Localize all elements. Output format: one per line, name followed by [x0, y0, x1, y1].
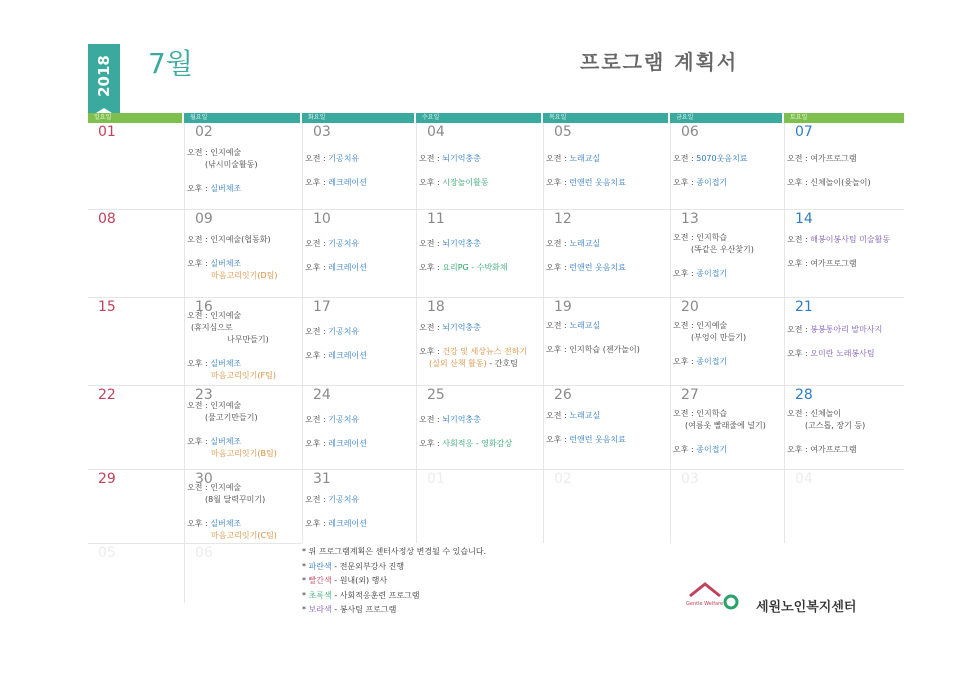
day-cell: [302, 123, 416, 209]
event-morning: 오전 : 인지예술: [187, 311, 242, 320]
event-morning: 오전 : 인지예술: [187, 401, 242, 410]
day-cell: [416, 209, 543, 297]
date-number: 05: [554, 124, 572, 140]
day-cell: [302, 209, 416, 297]
day-cell: [670, 123, 784, 209]
date-number: 09: [195, 211, 213, 227]
day-cell: [670, 385, 784, 469]
event-morning: 오전 : 기공치유: [305, 239, 360, 248]
event-detail: (실외 산책 활동) - 간호팀: [429, 359, 518, 368]
event-morning: 오전 : 봉봉통아리 발마사지: [787, 325, 883, 334]
event-afternoon: 오후 : 런앤런 웃음치료: [546, 263, 626, 272]
date-number: 05: [98, 545, 116, 561]
event-morning: 오전 : 기공치유: [305, 415, 360, 424]
day-cell: [784, 469, 904, 543]
day-cell: [416, 297, 543, 385]
event-morning: 오전 : 기공치유: [305, 154, 360, 163]
date-number: 18: [427, 299, 445, 315]
weekday-header-mon: 월요일: [184, 113, 300, 123]
day-cell: [184, 209, 302, 297]
event-morning: 오전 : 노래교실: [546, 321, 601, 330]
weekday-header-sun: 일요일: [88, 113, 182, 123]
event-detail: (휴지심으로: [191, 323, 233, 332]
weekday-header-wed: 수요일: [416, 113, 541, 123]
date-number: 19: [554, 299, 572, 315]
event-detail: (낚시미술활동): [205, 160, 258, 169]
weekday-header-thu: 목요일: [543, 113, 668, 123]
event-afternoon: 오후 : 여가프로그램: [787, 259, 857, 268]
day-cell: [416, 123, 543, 209]
day-cell: [670, 469, 784, 543]
day-cell: [543, 123, 670, 209]
svg-text:Gentle Welfare: Gentle Welfare: [686, 601, 724, 607]
note-line: * 빨간색 - 원내(외) 행사: [302, 576, 388, 585]
event-morning: 오전 : 뇌기억충총: [419, 239, 481, 248]
date-number: 04: [795, 471, 813, 487]
event-morning: 오전 : 인지학습: [673, 409, 728, 418]
legend-notes: [302, 545, 486, 618]
document-title: 프로그램 계획서: [580, 50, 739, 74]
event-afternoon: 오후 : 레크레이션: [305, 519, 367, 528]
event-morning: 오전 : 노래교실: [546, 239, 601, 248]
date-number: 25: [427, 387, 445, 403]
date-number: 03: [313, 124, 331, 140]
year-ribbon: [88, 44, 120, 108]
event-detail: 마음고리잇기(D팀): [211, 271, 278, 280]
event-detail: 나무만들기): [227, 335, 269, 344]
event-morning: 오전 : 기공치유: [305, 327, 360, 336]
note-line: * 파란색 - 전문외부강사 진행: [302, 561, 405, 571]
weekday-header-sat: 토요일: [784, 113, 904, 123]
event-afternoon: 오후 : 요리PG - 수박화채: [419, 263, 508, 272]
date-number: 01: [98, 124, 116, 140]
event-afternoon: 오후 : 건강 및 세상뉴스 전하기: [419, 347, 528, 356]
event-detail: (물고기만들기): [205, 413, 258, 422]
event-detail: (똑같은 우산찾기): [691, 245, 754, 254]
event-morning: 오전 : 신체놀이: [787, 409, 842, 418]
day-cell: [784, 385, 904, 469]
event-morning: 오전 : 노래교실: [546, 154, 601, 163]
event-detail: (고스톱, 장기 등): [805, 421, 866, 430]
date-number: 01: [427, 471, 445, 487]
event-afternoon: 오후 : 오미란 노래봉사팀: [787, 349, 875, 358]
calendar-grid: [88, 113, 904, 607]
event-afternoon: 오후 : 런앤런 웃음치료: [546, 435, 626, 444]
event-afternoon: 오후 : 실버체조: [187, 259, 242, 268]
event-afternoon: 오후 : 종이접기: [673, 357, 728, 366]
day-cell: [88, 385, 184, 469]
event-morning: 오전 : 인지예술(협동화): [187, 235, 271, 244]
day-cell: [416, 385, 543, 469]
event-afternoon: 오후 : 실버체조: [187, 519, 242, 528]
date-number: 03: [681, 471, 699, 487]
day-cell: [543, 469, 670, 543]
day-cell: [88, 209, 184, 297]
event-detail: 마음고리잇기(B팀): [211, 449, 277, 458]
date-number: 23: [195, 387, 213, 403]
event-afternoon: 오후 : 레크레이션: [305, 263, 367, 272]
event-afternoon: 오후 : 레크레이션: [305, 439, 367, 448]
date-number: 13: [681, 211, 699, 227]
month-title: 7월: [148, 47, 193, 80]
day-cell: [184, 123, 302, 209]
day-cell: [670, 297, 784, 385]
day-cell: [184, 543, 302, 603]
date-number: 30: [195, 471, 213, 487]
event-morning: 오전 : 5070웃음치료: [673, 154, 748, 163]
day-cell: [88, 297, 184, 385]
event-morning: 오전 : 인지예술: [187, 148, 242, 157]
event-morning: 오전 : 해봉이봉사팀 미술활동: [787, 235, 891, 244]
event-detail: (부엉이 만들기): [691, 333, 747, 342]
date-number: 24: [313, 387, 331, 403]
date-number: 31: [313, 471, 331, 487]
day-cell: [88, 469, 184, 543]
date-number: 11: [427, 211, 445, 227]
day-cell: [784, 123, 904, 209]
event-detail: 마음고리잇기(F팀): [211, 371, 276, 380]
date-number: 07: [795, 124, 813, 140]
date-number: 02: [195, 124, 213, 140]
event-afternoon: 오후 : 종이접기: [673, 445, 728, 454]
date-number: 15: [98, 299, 116, 315]
event-afternoon: 오후 : 신체놀이(윷놀이): [787, 178, 871, 187]
date-number: 29: [98, 471, 116, 487]
date-number: 17: [313, 299, 331, 315]
note-line: * 보라색 - 봉사팀 프로그램: [302, 605, 397, 614]
day-cell: [543, 385, 670, 469]
event-morning: 오전 : 뇌기억충총: [419, 323, 481, 332]
day-cell: [184, 385, 302, 469]
event-morning: 오전 : 뇌기억충총: [419, 415, 481, 424]
event-afternoon: 오후 : 시장놀이활동: [419, 178, 489, 187]
event-morning: 오전 : 인지예술: [187, 483, 242, 492]
day-cell: [302, 385, 416, 469]
date-number: 04: [427, 124, 445, 140]
day-cell: [184, 469, 302, 543]
organization-name: 세원노인복지센터: [756, 600, 857, 615]
event-detail: 마음고리잇기(C팀): [211, 531, 277, 540]
event-morning: 오전 : 인지학습: [673, 233, 728, 242]
date-number: 14: [795, 211, 813, 227]
date-number: 08: [98, 211, 116, 227]
event-morning: 오전 : 기공치유: [305, 495, 360, 504]
date-number: 28: [795, 387, 813, 403]
event-morning: 오전 : 노래교실: [546, 411, 601, 420]
day-cell: [302, 469, 416, 543]
note-line: * 초록색 - 사회적응훈련 프로그램: [302, 590, 420, 600]
day-cell: [416, 469, 543, 543]
date-number: 22: [98, 387, 116, 403]
event-morning: 오전 : 인지예술: [673, 321, 728, 330]
note-line: * 위 프로그램계획은 센터사정상 변경될 수 있습니다.: [302, 547, 487, 556]
weekday-header-tue: 화요일: [302, 113, 414, 123]
event-afternoon: 오후 : 여가프로그램: [787, 445, 857, 454]
event-afternoon: 오후 : 레크레이션: [305, 178, 367, 187]
event-morning: 오전 : 뇌기억충총: [419, 154, 481, 163]
event-detail: (8월 달력꾸미기): [205, 495, 266, 504]
day-cell: [88, 123, 184, 209]
event-afternoon: 오후 : 종이접기: [673, 178, 728, 187]
center-logo-icon: [684, 578, 744, 614]
event-afternoon: 오후 : 종이접기: [673, 269, 728, 278]
weekday-header-fri: 금요일: [670, 113, 782, 123]
date-number: 12: [554, 211, 572, 227]
date-number: 02: [554, 471, 572, 487]
event-afternoon: 오후 : 사회적응 - 영화감상: [419, 439, 513, 448]
day-cell: [302, 297, 416, 385]
date-number: 06: [195, 545, 213, 561]
date-number: 06: [681, 124, 699, 140]
event-afternoon: 오후 : 실버체조: [187, 437, 242, 446]
day-cell: [543, 209, 670, 297]
date-number: 21: [795, 299, 813, 315]
event-afternoon: 오후 : 레크레이션: [305, 351, 367, 360]
date-number: 16: [195, 299, 213, 315]
year-label: 2018: [95, 55, 113, 97]
event-afternoon: 오후 : 실버체조: [187, 359, 242, 368]
event-afternoon: 오후 : 런앤런 웃음치료: [546, 178, 626, 187]
day-cell: [543, 297, 670, 385]
date-number: 10: [313, 211, 331, 227]
day-cell: [784, 297, 904, 385]
event-afternoon: 오후 : 실버체조: [187, 184, 242, 193]
day-cell: [88, 543, 184, 603]
event-morning: 오전 : 여가프로그램: [787, 154, 857, 163]
day-cell: [184, 297, 302, 385]
event-afternoon: 오후 : 인지학습 (젠가놀이): [546, 345, 640, 354]
day-cell: [784, 209, 904, 297]
date-number: 20: [681, 299, 699, 315]
date-number: 27: [681, 387, 699, 403]
event-detail: (여름옷 빨래줄에 널기): [685, 421, 766, 430]
date-number: 26: [554, 387, 572, 403]
day-cell: [670, 209, 784, 297]
